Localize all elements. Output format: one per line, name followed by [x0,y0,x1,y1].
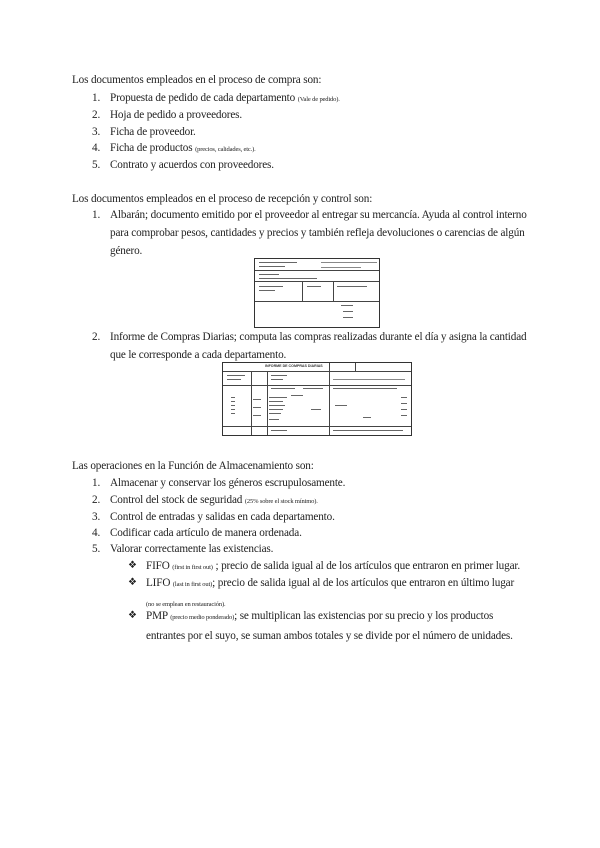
list-item: 1. Albarán; documento emitido por el proveedor al entregar su mercancía. Ayuda al control interno para comprobar pesos, cantidades y precios y también refleja devoluciones o carencias de algún género. [92,209,527,257]
section1-intro: Los documentos empleados en el proceso de compra son: [72,74,322,86]
diamond-bullet-icon: ❖ [128,577,137,588]
bullet-lifo: ❖ LIFO (last in first out); precio de salida igual al de los artículos que entraron en último lugar (no se emplean en restauración). [128,574,528,610]
list-item: 3. Control de entradas y salidas en cada departamento. [92,511,335,523]
diamond-bullet-icon: ❖ [128,610,137,621]
diamond-bullet-icon: ❖ [128,560,137,571]
list-item: 2. Informe de Compras Diarias; computa las compras realizadas durante el día y asigna la cantidad que le corresponde a cada departamento. [92,331,527,361]
albaran-image [254,258,380,328]
section3-intro: Las operaciones en la Función de Almacenamiento son: [72,460,314,472]
bullet-fifo: ❖ FIFO (first in first out) ; precio de salida igual al de los artículos que entraron en primer lugar. [128,557,528,575]
list-item: 5. Contrato y acuerdos con proveedores. [92,159,274,171]
informe-compras-image: INFORME DE COMPRAS DIARIAS [222,362,412,436]
list-item: 2. Hoja de pedido a proveedores. [92,109,243,121]
list-item: 3. Ficha de proveedor. [92,126,196,138]
section2-intro: Los documentos empleados en el proceso de recepción y control son: [72,193,373,205]
list-item: 1. Propuesta de pedido de cada departamento (Vale de pedido). [92,92,340,104]
list-item: 2. Control del stock de seguridad (25% sobre el stock mínimo). [92,494,318,506]
bullet-pmp: ❖ PMP (precio medio ponderado); se multiplican las existencias por su precio y los productos entrantes por el suyo, se suman ambos totales y se divide por el número de unidades. [128,607,528,643]
list-item: 4. Ficha de productos (precios, calidades, etc.). [92,142,256,154]
list-item: 5. Valorar correctamente las existencias. [92,543,274,555]
list-item: 1. Almacenar y conservar los géneros escrupulosamente. [92,477,346,489]
list-item: 4. Codificar cada artículo de manera ordenada. [92,527,302,539]
